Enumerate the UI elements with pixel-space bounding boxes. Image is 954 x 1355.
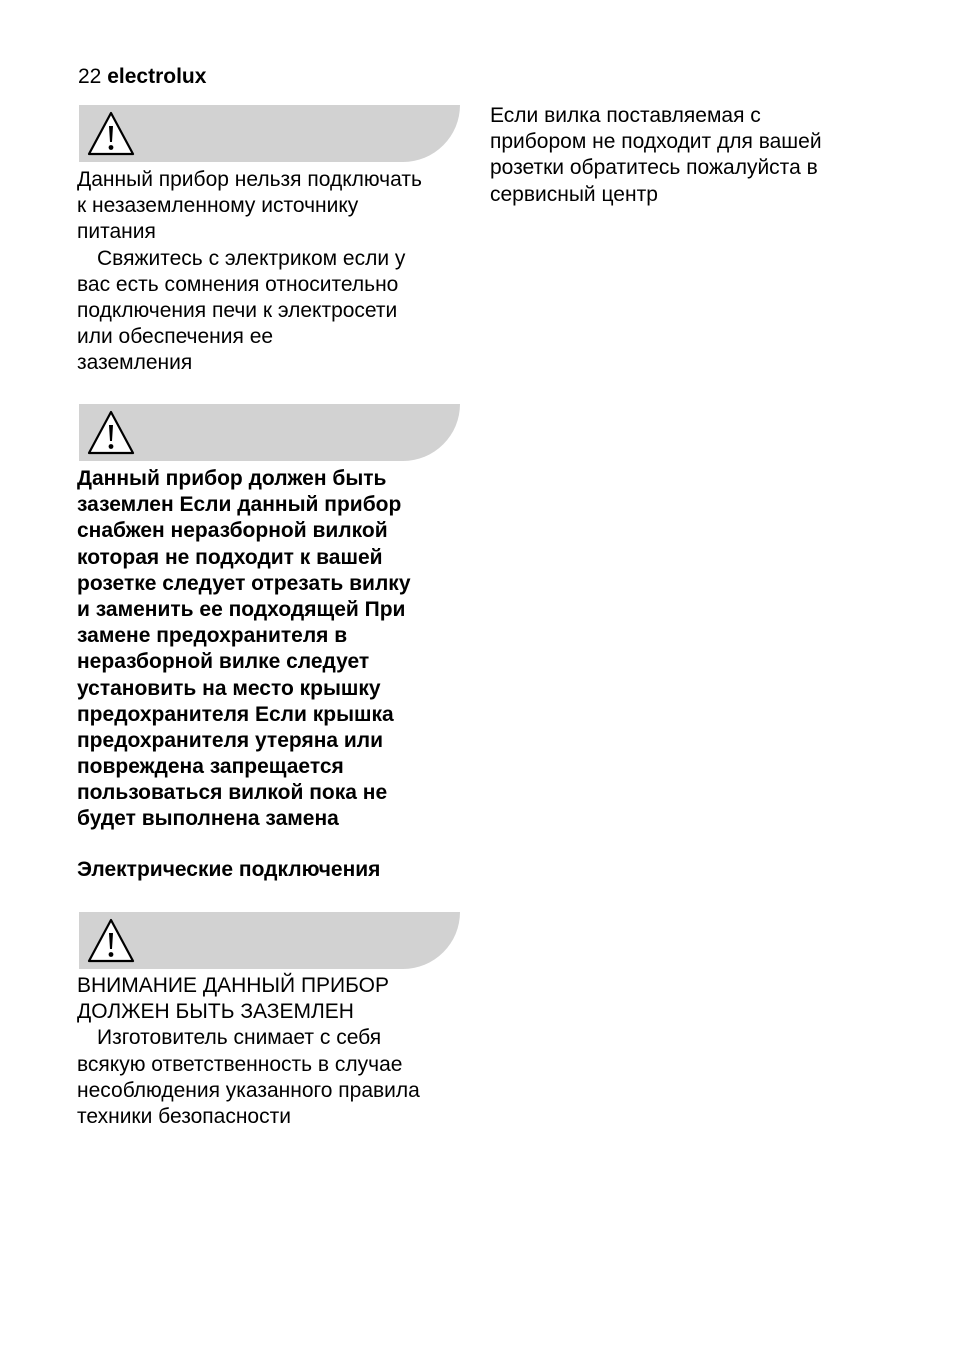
text-line: Изготовитель снимает с себя xyxy=(97,1026,382,1050)
text-line: розетки обратитесь пожалуйста в xyxy=(490,156,818,180)
text-line: сервисный центр xyxy=(490,182,658,206)
text-line: Если вилка поставляемая с xyxy=(490,104,761,127)
text-line: подключения печи к электросети xyxy=(77,298,398,322)
text-line: снабжен неразборной вилкой xyxy=(77,519,388,543)
right-column-text xyxy=(490,103,822,208)
brand-name: electrolux xyxy=(107,65,207,88)
text-line: всякую ответственность в случае xyxy=(77,1052,403,1076)
text-line: Данный прибор должен быть xyxy=(77,467,387,490)
section-heading xyxy=(77,857,380,883)
warning-3-text xyxy=(77,973,420,1130)
text-line: неразборной вилке следует xyxy=(77,650,370,674)
text-line: заземления xyxy=(77,351,193,375)
text-line: заземлен Если данный прибор xyxy=(77,493,402,517)
text-line: повреждена запрещается xyxy=(77,755,344,779)
text-line: прибором не подходит для вашей xyxy=(490,130,822,154)
page-header xyxy=(78,64,206,90)
text-line: питания xyxy=(77,220,156,244)
section-heading-text: Электрические подключения xyxy=(77,858,381,881)
warning-banner xyxy=(79,105,460,162)
text-line: к незаземленному источнику xyxy=(77,194,359,218)
warning-banner xyxy=(79,912,460,969)
text-line: и заменить ее подходящей При xyxy=(77,597,406,621)
warning-1-text xyxy=(77,167,422,377)
text-line: вас есть сомнения относительно xyxy=(77,272,399,296)
page-number: 22 xyxy=(78,65,102,88)
text-line: Данный прибор нельзя подключать xyxy=(77,168,422,191)
text-line: установить на место крышку xyxy=(77,676,381,700)
warning-triangle-icon xyxy=(85,109,137,159)
warning-triangle-icon xyxy=(85,408,137,458)
warning-banner xyxy=(79,404,460,461)
text-line: или обеспечения ее xyxy=(77,325,274,349)
text-line: несоблюдения указанного правила xyxy=(77,1078,420,1102)
text-line: Свяжитесь с электриком если у xyxy=(97,246,406,270)
text-line: ВНИМАНИЕ ДАННЫЙ ПРИБОР xyxy=(77,974,390,997)
text-line: ДОЛЖЕН БЫТЬ ЗАЗЕМЛЕН xyxy=(77,1000,354,1024)
text-line: которая не подходит к вашей xyxy=(77,545,383,569)
text-line: техники безопасности xyxy=(77,1104,291,1128)
warning-triangle-icon xyxy=(85,916,137,966)
text-line: предохранителя утеряна или xyxy=(77,728,384,752)
warning-2-text xyxy=(77,466,411,833)
text-line: предохранителя Если крышка xyxy=(77,702,394,726)
text-line: замене предохранителя в xyxy=(77,624,348,648)
text-line: розетке следует отрезать вилку xyxy=(77,571,411,595)
text-line: пользоваться вилкой пока не xyxy=(77,781,388,805)
text-line: будет выполнена замена xyxy=(77,807,339,831)
